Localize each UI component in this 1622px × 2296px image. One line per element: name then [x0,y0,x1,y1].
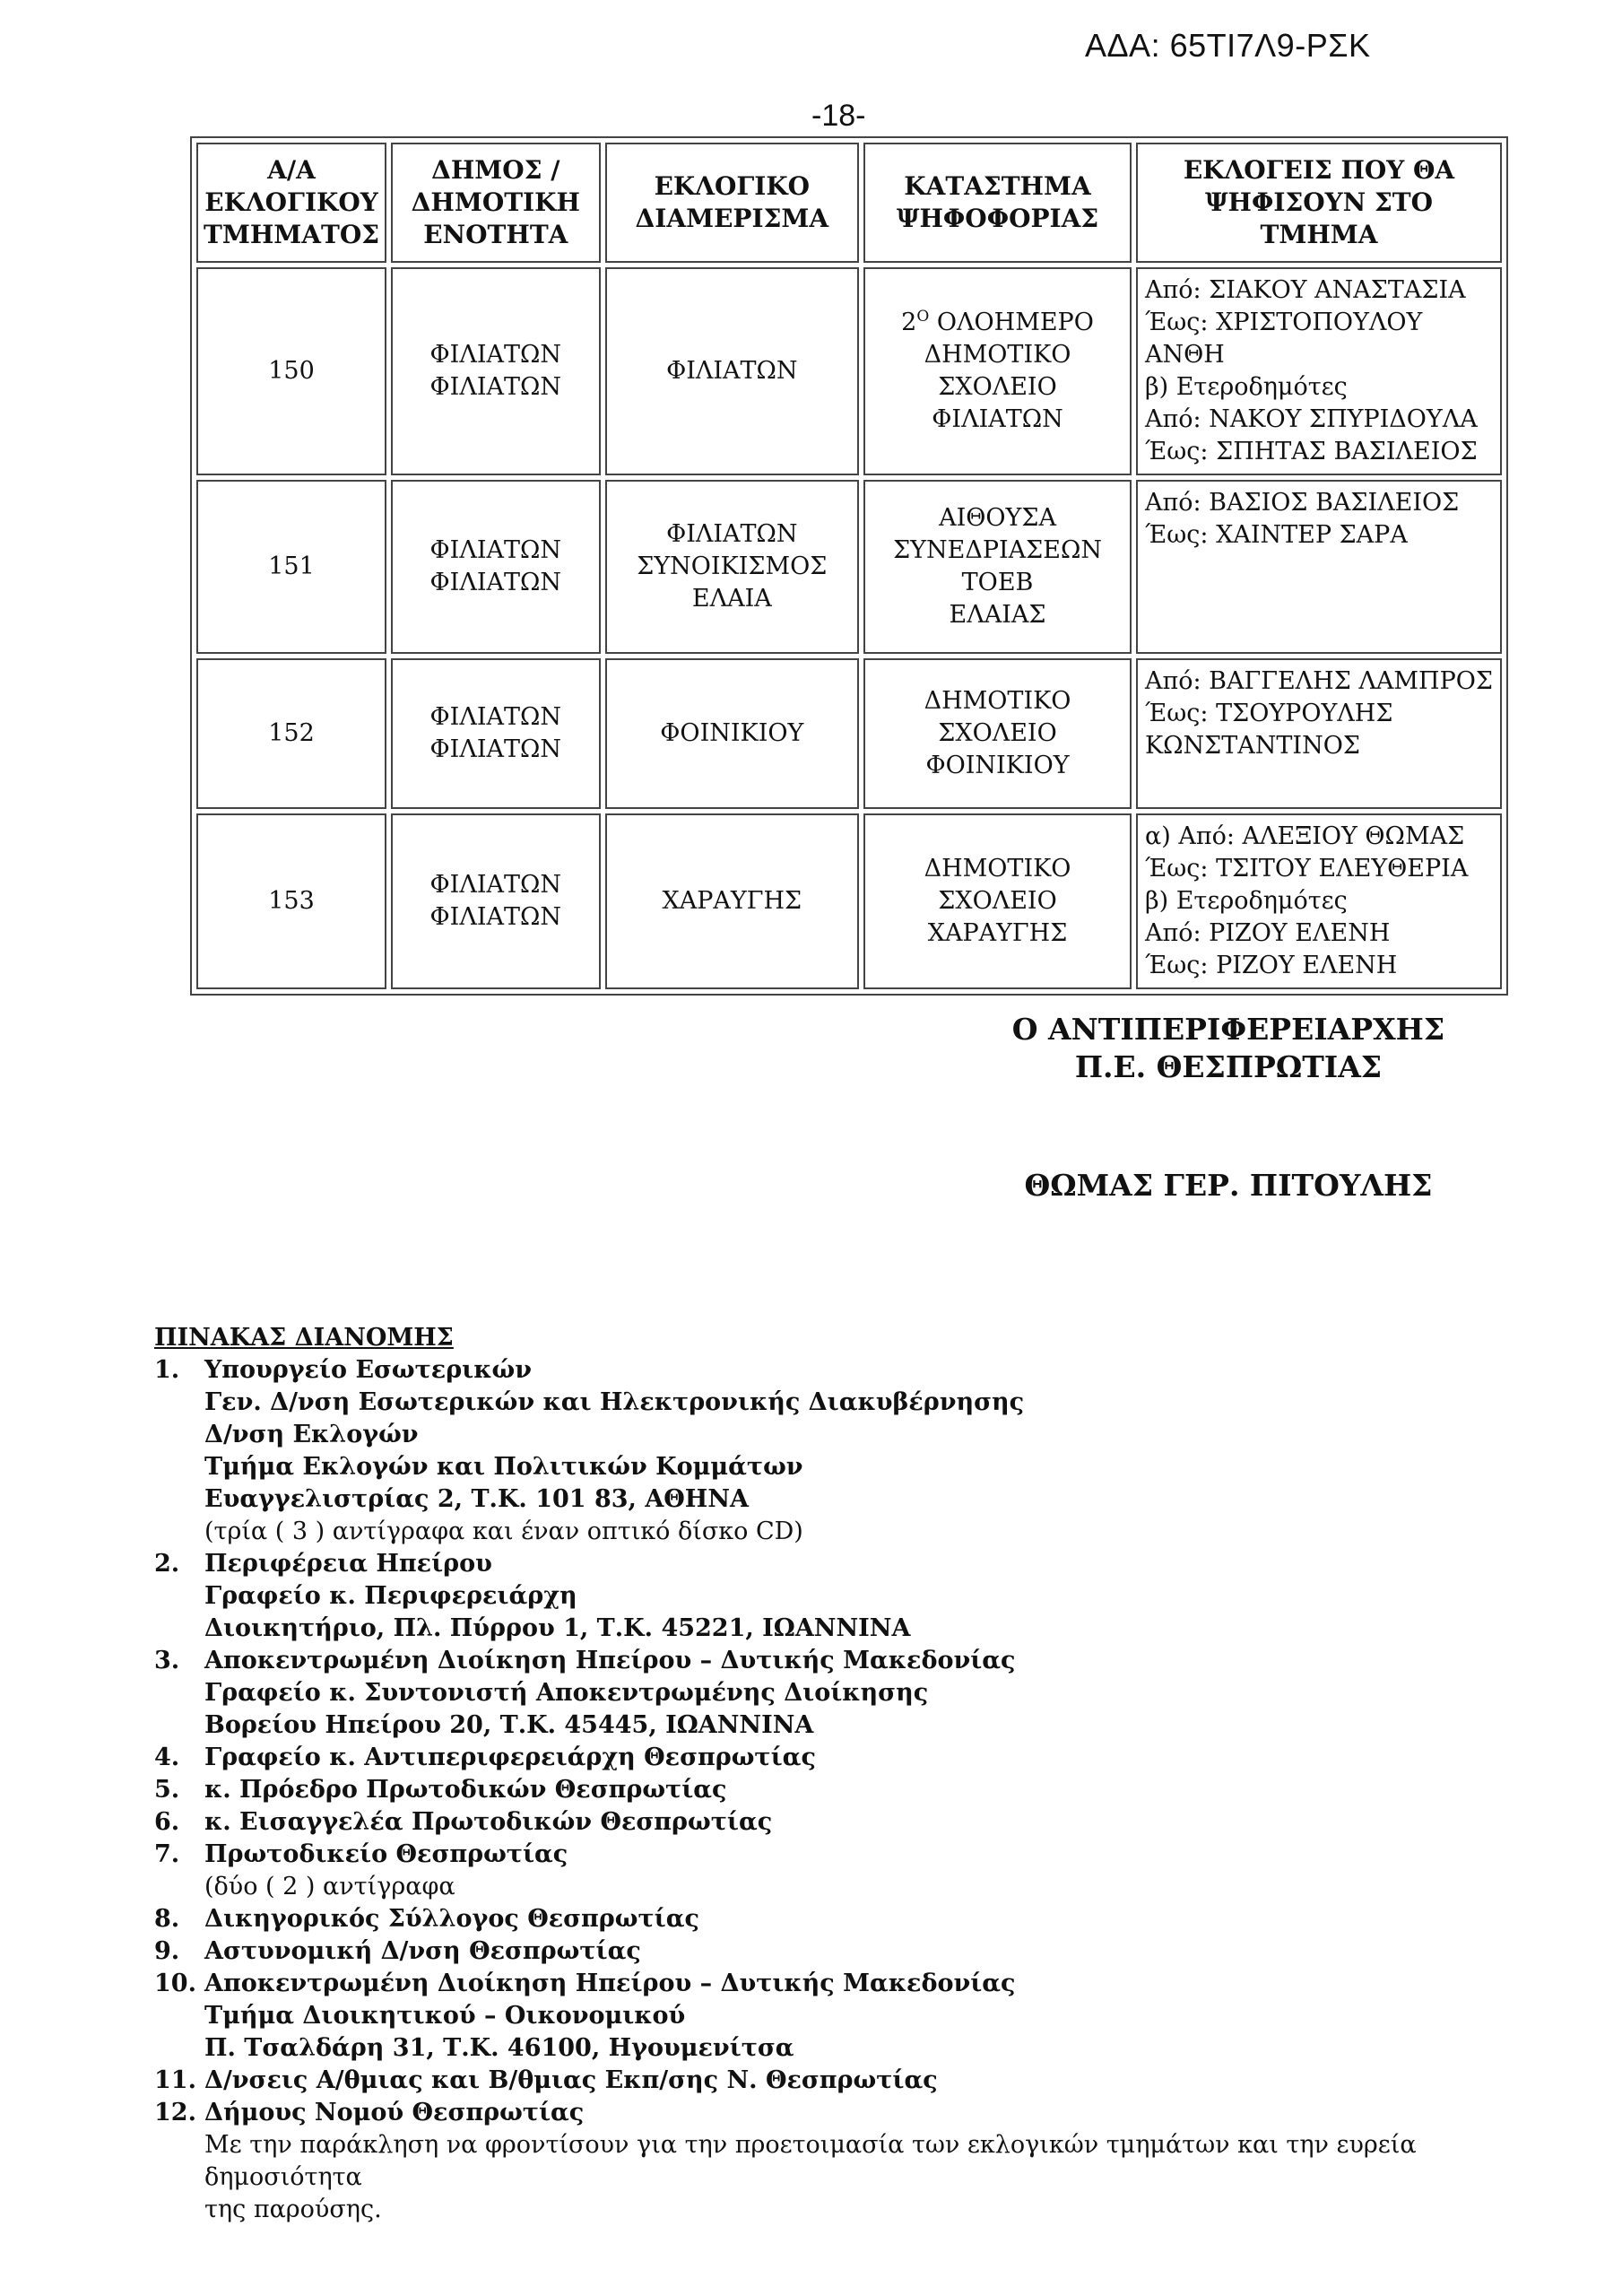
cell-text [871,307,1124,339]
cell-text: ΦΙΛΙΑΤΩΝ [429,373,562,401]
item-number: 11. [154,2066,196,2094]
header-text: ΨΗΦΙΣΟΥΝ ΣΤΟ ΤΜΗΜΑ [1204,187,1434,249]
signatory-name: ΘΩΜΑΣ ΓΕΡ. ΠΙΤΟΥΛΗΣ [1024,1168,1433,1203]
recipient-line: Γραφείο κ. Περιφερειάρχη [204,1582,577,1610]
recipient-line: κ. Εισαγγελέα Πρωτοδικών Θεσπρωτίας [204,1808,773,1836]
recipient-line: Δήμους Νομού Θεσπρωτίας [204,2099,585,2126]
recipient-line: Δ/νση Εκλογών [204,1421,419,1448]
voter-line: ΑΝΘΗ [1144,341,1225,369]
recipient-line: Περιφέρεια Ηπείρου [204,1550,492,1578]
distribution-item [154,1968,1535,2065]
distribution-item [154,1645,1535,1742]
table-row [196,813,1502,989]
voter-line: β) Ετεροδημότες [1144,373,1348,401]
cell-voters [1136,813,1502,989]
ordinal-suffix: Ο [916,308,930,326]
cell-section-number: 152 [196,658,386,809]
cell-text: ΦΙΛΙΑΤΩΝ [429,341,562,369]
header-text: ΕΚΛΟΓΕΙΣ ΠΟΥ ΘΑ [1183,155,1455,185]
voter-line: Έως: ΤΣΙΤΟΥ ΕΛΕΥΘΕΡΙΑ [1144,855,1469,883]
cell-text: ΑΙΘΟΥΣΑ [939,504,1056,532]
distribution-items [154,1354,1535,2226]
header-text: ΚΑΤΑΣΤΗΜΑ [904,171,1091,201]
distribution-item [154,1354,1535,1548]
page-number: -18- [811,99,866,133]
item-number: 2. [154,1550,180,1578]
distribution-item [154,1742,1535,1774]
header-text: Α/Α [267,155,316,185]
cell-text: ΦΟΙΝΙΚΙΟΥ [660,719,804,747]
item-number: 5. [154,1776,180,1804]
cell-district [605,813,860,989]
cell-text: ΦΙΛΙΑΤΩΝ [429,735,562,763]
voter-line: Έως: ΧΡΙΣΤΟΠΟΥΛΟΥ [1144,309,1423,336]
cell-voters [1136,267,1502,475]
header-text: ΕΚΛΟΓΙΚΟΥ [204,187,378,217]
polling-stations-table [190,136,1508,996]
item-number: 10. [154,1970,196,1997]
recipient-line: Τμήμα Εκλογών και Πολιτικών Κομμάτων [204,1453,803,1481]
cell-text: ΦΙΛΙΑΤΩΝ [429,903,562,931]
cell-section-number: 151 [196,480,386,654]
voter-line: α) Από: ΑΛΕΞΙΟΥ ΘΩΜΑΣ [1144,822,1465,850]
table-header-row [196,143,1502,263]
header-text: ΤΜΗΜΑΤΟΣ [204,220,380,249]
header-text: ΔΗΜΟΤΙΚΗ [411,187,580,217]
header-district [605,143,860,263]
distribution-item [154,1935,1535,1968]
recipient-line: Τμήμα Διοικητικού – Οικονομικού [204,2002,686,2030]
cell-text: ΣΥΝΕΔΡΙΑΣΕΩΝ ΤΟΕΒ [893,536,1102,596]
recipient-line: Δικηγορικός Σύλλογος Θεσπρωτίας [204,1905,699,1933]
recipient-line: Αποκεντρωμένη Διοίκηση Ηπείρου – Δυτικής Μακεδονίας [204,1970,1016,1997]
recipient-line: Διοικητήριο, Πλ. Πύρρου 1, Τ.Κ. 45221, ΙΩΑΝΝΙΝΑ [204,1614,911,1642]
recipient-line: Ευαγγελιστρίας 2, Τ.Κ. 101 83, ΑΘΗΝΑ [204,1485,749,1513]
signatory-unit: Π.Ε. ΘΕΣΠΡΩΤΙΑΣ [1074,1049,1383,1084]
item-number: 12. [154,2099,196,2126]
header-text: ΕΚΛΟΓΙΚΟ [654,171,811,201]
cell-section-number: 153 [196,813,386,989]
cell-text: ΦΙΛΙΑΤΩΝ [666,520,798,548]
signatory-title: Ο ΑΝΤΙΠΕΡΙΦΕΡΕΙΑΡΧΗΣ [1011,1012,1445,1047]
recipient-note: (τρία ( 3 ) αντίγραφα και έναν οπτικό δίσκο CD) [204,1518,803,1545]
recipient-line: Γραφείο κ. Συντονιστή Αποκεντρωμένης Διοίκησης [204,1679,929,1707]
voter-line: Έως: ΡΙΖΟΥ ΕΛΕΝΗ [1144,952,1398,979]
recipient-line: Αποκεντρωμένη Διοίκηση Ηπείρου – Δυτικής Μακεδονίας [204,1647,1016,1674]
cell-municipality [391,480,601,654]
cell-text: ΧΑΡΑΥΓΗΣ [662,887,802,915]
cell-voters [1136,658,1502,809]
header-text: ΕΝΟΤΗΤΑ [423,220,568,249]
voter-line: Από: ΒΑΓΓΕΛΗΣ ΛΑΜΠΡΟΣ [1144,667,1493,695]
voter-line: Από: ΡΙΖΟΥ ΕΛΕΝΗ [1144,919,1391,947]
header-polling-station [863,143,1132,263]
cell-text: ΦΙΛΙΑΤΩΝ [429,569,562,596]
voter-line: Από: ΝΑΚΟΥ ΣΠΥΡΙΔΟΥΛΑ [1144,405,1478,433]
cell-text: ΟΛΟΗΜΕΡΟ [936,309,1094,336]
voter-line: Έως: ΧΑΙΝΤΕΡ ΣΑΡΑ [1144,521,1408,549]
ordinal-number: 2 [901,309,917,336]
cell-polling-station [863,658,1132,809]
distribution-item [154,1806,1535,1839]
ada-code: ΑΔΑ: 65ΤΙ7Λ9-ΡΣΚ [1085,27,1371,64]
item-number: 3. [154,1647,180,1674]
header-text: ΔΙΑΜΕΡΙΣΜΑ [635,204,829,233]
header-text: ΔΗΜΟΣ / [431,155,560,185]
header-voters [1136,143,1502,263]
recipient-note: της παρούσης. [204,2196,382,2223]
recipient-line: Υπουργείο Εσωτερικών [204,1356,532,1384]
cell-section-number: 150 [196,267,386,475]
cell-polling-station [863,480,1132,654]
recipient-note: (δύο ( 2 ) αντίγραφα [204,1873,455,1900]
cell-text: ΦΟΙΝΙΚΙΟΥ [925,752,1070,779]
distribution-item [154,2097,1535,2226]
item-number: 8. [154,1905,180,1933]
distribution-item [154,2065,1535,2097]
recipient-line: Βορείου Ηπείρου 20, Τ.Κ. 45445, ΙΩΑΝΝΙΝΑ [204,1711,814,1739]
item-number: 7. [154,1840,180,1868]
header-municipality [391,143,601,263]
distribution-title: ΠΙΝΑΚΑΣ ΔΙΑΝΟΜΗΣ [154,1324,454,1352]
cell-text: ΔΗΜΟΤΙΚΟ ΣΧΟΛΕΙΟ [924,341,1071,401]
distribution-list [154,1322,1535,2226]
recipient-line: Δ/νσεις Α/θμιας και Β/θμιας Εκπ/σης Ν. Θεσπρωτίας [204,2066,938,2094]
cell-municipality [391,267,601,475]
distribution-item [154,1839,1535,1903]
voter-line: Έως: ΣΠΗΤΑΣ ΒΑΣΙΛΕΙΟΣ [1144,438,1478,465]
recipient-line: Γεν. Δ/νση Εσωτερικών και Ηλεκτρονικής Διακυβέρνησης [204,1388,1025,1416]
cell-text: ΧΑΡΑΥΓΗΣ [927,919,1068,947]
cell-text: ΔΗΜΟΤΙΚΟ ΣΧΟΛΕΙΟ [924,855,1071,915]
distribution-item [154,1774,1535,1806]
cell-voters [1136,480,1502,654]
table-row [196,658,1502,809]
distribution-item [154,1903,1535,1935]
item-number: 1. [154,1356,180,1384]
cell-district [605,480,860,654]
cell-text: ΔΗΜΟΤΙΚΟ ΣΧΟΛΕΙΟ [924,687,1071,747]
cell-text: ΦΙΛΙΑΤΩΝ [429,536,562,564]
voter-line: Έως: ΤΣΟΥΡΟΥΛΗΣ [1144,700,1393,727]
cell-district [605,267,860,475]
voter-line: Από: ΣΙΑΚΟΥ ΑΝΑΣΤΑΣΙΑ [1144,276,1466,304]
table-row [196,267,1502,475]
recipient-line: Π. Τσαλδάρη 31, Τ.Κ. 46100, Ηγουμενίτσα [204,2034,794,2062]
cell-district [605,658,860,809]
recipient-line: Πρωτοδικείο Θεσπρωτίας [204,1840,568,1868]
voter-line: β) Ετεροδημότες [1144,887,1348,915]
cell-text: ΦΙΛΙΑΤΩΝ [666,357,798,385]
cell-text: ΦΙΛΙΑΤΩΝ [932,405,1063,433]
recipient-line: Γραφείο κ. Αντιπεριφερειάρχη Θεσπρωτίας [204,1744,816,1771]
cell-municipality [391,813,601,989]
recipient-line: κ. Πρόεδρο Πρωτοδικών Θεσπρωτίας [204,1776,727,1804]
table-row [196,480,1502,654]
item-number: 4. [154,1744,180,1771]
distribution-item [154,1548,1535,1645]
cell-polling-station [863,267,1132,475]
cell-text: ΣΥΝΟΙΚΙΣΜΟΣ ΕΛΑΙΑ [637,552,828,613]
header-text: ΨΗΦΟΦΟΡΙΑΣ [896,204,1099,233]
cell-polling-station [863,813,1132,989]
cell-text: ΕΛΑΙΑΣ [949,601,1046,629]
header-section-number [196,143,386,263]
cell-municipality [391,658,601,809]
voter-line: ΚΩΝΣΤΑΝΤΙΝΟΣ [1144,732,1360,760]
recipient-line: Αστυνομική Δ/νση Θεσπρωτίας [204,1937,641,1965]
recipient-note: Με την παράκληση να φροντίσουν για την προετοιμασία των εκλογικών τμημάτων και την ευρεία δημοσιότητα [204,2131,1417,2191]
item-number: 9. [154,1937,180,1965]
cell-text: ΦΙΛΙΑΤΩΝ [429,871,562,899]
voter-line: Από: ΒΑΣΙΟΣ ΒΑΣΙΛΕΙΟΣ [1144,489,1460,517]
cell-text: ΦΙΛΙΑΤΩΝ [429,703,562,731]
item-number: 6. [154,1808,180,1836]
